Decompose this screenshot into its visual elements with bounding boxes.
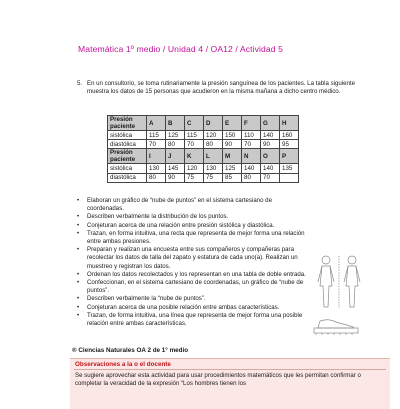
table-row	[108, 131, 299, 140]
problem-text: En un consultorio, se toma rutinariamente la presión sanguínea de los pacientes. La tabla siguiente muestra los datos de 15 personas que acudieron en la misma mañana a dicho centro médico.	[87, 80, 355, 96]
list-item: • Describen verbalmente la “nube de puntos”.	[77, 295, 309, 303]
value-cell: 80	[166, 140, 185, 149]
patient-header-cell: K	[185, 149, 204, 164]
value-cell: 130	[204, 164, 223, 173]
list-item: • Conjeturan acerca de una relación entre presión sistólica y diastólica.	[77, 222, 309, 230]
patient-header-cell: O	[261, 149, 280, 164]
teacher-notes-text: Se sugiere aprovechar esta actividad para usar procedimientos matemáticos que les permitan confirmar o completar la veracidad de la expresión “Los hombres tienen los	[75, 372, 361, 388]
patient-header-cell: J	[166, 149, 185, 164]
patient-header-cell: H	[280, 116, 299, 131]
divider	[74, 369, 386, 370]
patient-header-cell: G	[261, 116, 280, 131]
teacher-notes-box	[70, 358, 390, 409]
blood-pressure-table	[107, 115, 299, 183]
value-cell: 80	[147, 173, 166, 182]
value-cell: 150	[223, 131, 242, 140]
value-cell: 80	[204, 140, 223, 149]
patient-header-cell: M	[223, 149, 242, 164]
value-cell: 135	[280, 164, 299, 173]
value-cell: 130	[147, 164, 166, 173]
row-label-cell: diastólica	[108, 173, 147, 182]
value-cell: 95	[280, 140, 299, 149]
patient-header-cell: E	[223, 116, 242, 131]
teacher-notes-title: Observaciones a la o el docente	[75, 361, 171, 368]
value-cell: 115	[185, 131, 204, 140]
value-cell: 145	[166, 164, 185, 173]
table-row	[108, 164, 299, 173]
row-label-cell: diastólica	[108, 140, 147, 149]
value-cell: 75	[185, 173, 204, 182]
list-item: • Ordenan los datos recolectados y los representan en una tabla de doble entrada.	[77, 271, 309, 279]
value-cell	[280, 173, 299, 182]
list-item: • Trazan, de forma intuitiva, una línea que representa de mejor forma una posible relación entre ambas características.	[77, 312, 309, 328]
value-cell: 70	[261, 173, 280, 182]
list-item: • Preparan y realizan una encuesta entre sus compañeros y compañeras para recolectar los datos de talla del zapato y estatura de cada uno(a). Realizan un muestreo y registran los datos.	[77, 246, 309, 271]
value-cell: 120	[185, 164, 204, 173]
body-measurement-illustration	[308, 252, 368, 352]
value-cell: 125	[166, 131, 185, 140]
patient-header-cell: D	[204, 116, 223, 131]
activity-list	[77, 197, 309, 328]
value-cell: 80	[242, 173, 261, 182]
value-cell: 160	[280, 131, 299, 140]
value-cell: 70	[185, 140, 204, 149]
row-label-cell: sistólica	[108, 131, 147, 140]
patient-header-cell: A	[147, 116, 166, 131]
list-item: • Conjeturan acerca de una posible relación entre ambas características.	[77, 304, 309, 312]
header-cell: Presión paciente	[108, 116, 147, 131]
patient-header-cell: F	[242, 116, 261, 131]
table-header-row	[108, 149, 299, 164]
list-item: • Describen verbalmente la distribución de los puntos.	[77, 213, 309, 221]
value-cell: 90	[261, 140, 280, 149]
curriculum-reference: ® Ciencias Naturales OA 2 de 1° medio	[72, 347, 189, 354]
list-item: • Confeccionan, en el sistema cartesiano de coordenadas, un gráfico de “nube de puntos”.	[77, 279, 309, 295]
value-cell: 90	[223, 140, 242, 149]
problem-statement	[77, 80, 377, 97]
table-row	[108, 173, 299, 182]
value-cell: 75	[204, 173, 223, 182]
value-cell: 70	[242, 140, 261, 149]
patient-header-cell: L	[204, 149, 223, 164]
value-cell: 140	[242, 164, 261, 173]
value-cell: 90	[166, 173, 185, 182]
table-row	[108, 140, 299, 149]
patient-header-cell: C	[185, 116, 204, 131]
value-cell: 70	[147, 140, 166, 149]
patient-header-cell: P	[280, 149, 299, 164]
header-cell: Presión paciente	[108, 149, 147, 164]
problem-number: 5.	[77, 80, 83, 87]
value-cell: 120	[204, 131, 223, 140]
row-label-cell: sistólica	[108, 164, 147, 173]
value-cell: 140	[261, 164, 280, 173]
patient-header-cell: N	[242, 149, 261, 164]
value-cell: 85	[223, 173, 242, 182]
value-cell: 140	[261, 131, 280, 140]
list-item: • Trazan, en forma intuitiva, una recta que representa de mejor forma una relación entre ambas presiones.	[77, 230, 309, 246]
value-cell: 110	[242, 131, 261, 140]
value-cell: 125	[223, 164, 242, 173]
page-header: Matemática 1º medio / Unidad 4 / OA12 / Actividad 5	[78, 44, 284, 54]
table-header-row	[108, 116, 299, 131]
value-cell: 115	[147, 131, 166, 140]
list-item: • Elaboran un gráfico de “nube de puntos” en el sistema cartesiano de coordenadas.	[77, 197, 309, 213]
patient-header-cell: B	[166, 116, 185, 131]
patient-header-cell: I	[147, 149, 166, 164]
